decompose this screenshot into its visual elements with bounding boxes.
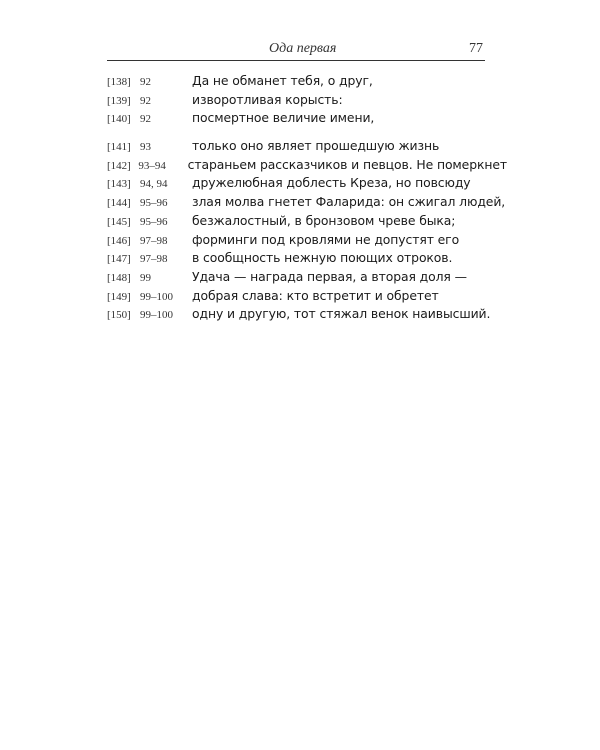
verse-reference: 92 [140,94,151,107]
line-number: [147] [107,253,131,266]
verse-line [107,232,507,251]
line-number: [148] [107,271,131,284]
verse-text: Удача — награда первая, а вторая доля — [192,268,467,284]
verse-text: только оно являет прошедшую жизнь [192,138,440,154]
verse-reference: 99–100 [140,309,173,322]
verse-line [107,213,507,232]
verse-text: добрая слава: кто встретит и обретет [192,287,439,303]
line-number: [141] [107,141,131,154]
verse-text: Да не обманет тебя, о друг, [192,73,373,88]
verse-line [107,110,507,129]
verse-text: изворотливая корысть: [192,91,343,107]
verse-text: одну и другую, тот стяжал венок наивысший. [192,306,491,322]
verse-text: безжалостный, в бронзовом чреве быка; [192,212,456,228]
verse-list [107,73,507,325]
verse-reference: 92 [140,76,151,88]
verse-line [107,250,507,269]
verse-text: посмертное величие имени, [192,110,375,126]
page-number: 77 [469,41,483,56]
line-number: [138] [107,76,131,88]
running-title: Ода первая [269,41,337,56]
verse-reference: 93 [140,141,151,154]
verse-text: дружелюбная доблесть Креза, но повсюду [192,175,471,191]
verse-reference: 99 [140,271,151,284]
line-number: [142] [107,159,131,172]
verse-reference: 95–96 [140,197,168,210]
verse-line [107,306,507,325]
running-header [107,40,485,61]
verse-text: в сообщность нежную поющих отроков. [192,250,453,266]
verse-line [107,269,507,288]
verse-line [107,288,507,307]
line-number: [144] [107,197,131,210]
verse-reference: 95–96 [140,215,168,228]
verse-text: форминги под кровлями не допустят его [192,231,460,247]
verse-reference: 97–98 [140,234,168,247]
verse-text: стараньем рассказчиков и певцов. Не померкнет [187,156,507,172]
verse-reference: 92 [140,113,151,126]
verse-line [107,73,507,92]
line-number: [139] [107,94,131,107]
verse-reference: 93–94 [138,159,166,172]
verse-reference: 94, 94 [140,178,168,191]
verse-text: злая молва гнетет Фаларида: он сжигал людей, [192,194,506,210]
verse-line [107,157,507,176]
verse-reference: 97–98 [140,253,168,266]
verse-reference: 99–100 [140,290,173,303]
line-number: [145] [107,215,131,228]
line-number: [140] [107,113,131,126]
line-number: [150] [107,309,131,322]
line-number: [143] [107,178,131,191]
verse-line [107,92,507,111]
verse-line [107,138,507,157]
line-number: [149] [107,290,131,303]
line-number: [146] [107,234,131,247]
verse-line [107,175,507,194]
verse-line [107,194,507,213]
